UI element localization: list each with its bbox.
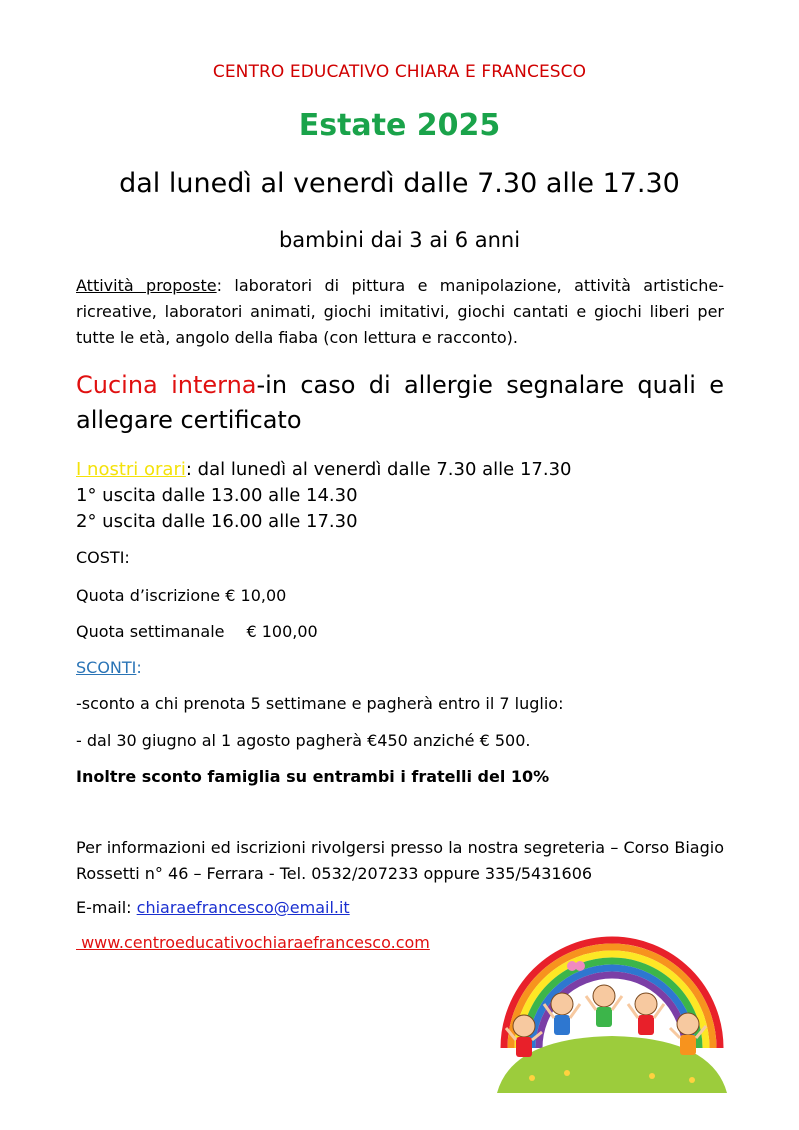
hours-label: I nostri orari: [76, 459, 186, 480]
child-figure-3: [586, 985, 622, 1027]
hours-main-line: [76, 457, 571, 483]
exit-2: 2° uscita dalle 16.00 alle 17.30: [76, 511, 358, 532]
enrollment-fee: [76, 586, 286, 605]
kitchen-paragraph: [76, 368, 724, 438]
age-range: bambini dai 3 ai 6 anni: [278, 228, 521, 252]
discounts-title-text: SCONTI: [76, 658, 137, 677]
activities-paragraph: [76, 273, 724, 351]
family-discount: Inoltre sconto famiglia su entrambi i fratelli del 10%: [76, 767, 550, 786]
enrollment-fee-label: Quota d’iscrizione: [76, 586, 221, 605]
website-link[interactable]: www.centroeducativochiaraefrancesco.com: [76, 933, 430, 952]
hours-main: : dal lunedì al venerdì dalle 7.30 alle 17.30: [185, 459, 572, 480]
costs-title: COSTI:: [76, 548, 130, 567]
discount-line-1: -sconto a chi prenota 5 settimane e pagherà entro il 7 luglio:: [76, 694, 564, 713]
org-name: CENTRO EDUCATIVO CHIARA E FRANCESCO: [212, 62, 587, 82]
contact-info: Per informazioni ed iscrizioni rivolgersi presso la nostra segreteria – Corso Biagio Rossetti n° 46 – Ferrara - Tel. 0532/207233 oppure 335/5431606: [76, 838, 724, 883]
email-label: E-mail:: [76, 898, 137, 917]
exit-1: 1° uscita dalle 13.00 alle 14.30: [76, 485, 358, 506]
weekly-fee: [76, 622, 318, 641]
discounts-title: [76, 658, 142, 677]
activities-text: : laboratori di pittura e manipolazione, attività artistiche-ricreative, laboratori animati, giochi imitativi, giochi cantati e giochi liberi per tutte le età, angolo della fiaba (con lettura e racconto).: [76, 276, 724, 347]
child-figure-4: [628, 993, 664, 1035]
weekly-fee-label: Quota settimanale: [76, 622, 225, 641]
email-line: [76, 898, 350, 917]
discounts-title-colon: :: [136, 658, 142, 677]
discount-line-2: - dal 30 giugno al 1 agosto pagherà €450 anziché € 500.: [76, 731, 531, 750]
opening-hours: [76, 457, 571, 535]
activities-label: Attività proposte: [76, 276, 217, 295]
enrollment-fee-value: € 10,00: [225, 586, 287, 605]
hours-headline: dal lunedì al venerdì dalle 7.30 alle 17.30: [119, 168, 680, 199]
weekly-fee-value: € 100,00: [246, 622, 318, 641]
kitchen-label: Cucina interna: [76, 371, 257, 399]
page-title: Estate 2025: [298, 108, 501, 143]
kitchen-text: -in caso di allergie segnalare quali e allegare certificato: [76, 371, 724, 434]
email-link[interactable]: chiaraefrancesco@email.it: [136, 898, 350, 917]
children-rainbow-illustration: [492, 898, 732, 1093]
